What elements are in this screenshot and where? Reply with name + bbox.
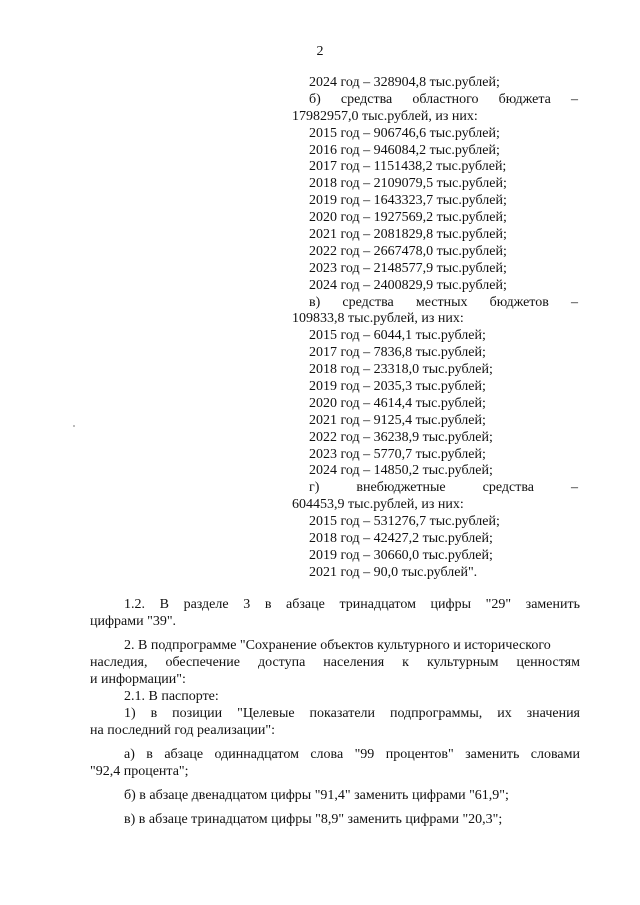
word: в	[146, 747, 153, 762]
budget-column	[292, 75, 578, 582]
word: наследия,	[90, 655, 148, 670]
year-line: 2020 год – 4614,4 тыс.рублей;	[309, 395, 486, 411]
word: "Целевые	[237, 706, 295, 721]
local-budget-total: 109833,8 тыс.рублей, из них:	[292, 311, 464, 327]
word: доступа	[257, 655, 306, 670]
year-line: 2024 год – 14850,2 тыс.рублей;	[309, 463, 493, 479]
word: –	[571, 480, 578, 496]
year-line: 2022 год – 36238,9 тыс.рублей;	[309, 429, 493, 445]
paragraph-1-2-line	[90, 596, 580, 613]
local-budget-heading	[292, 295, 578, 312]
word: показатели	[309, 706, 376, 721]
word: заменить	[525, 597, 580, 612]
year-line: 2024 год – 328904,8 тыс.рублей;	[309, 75, 500, 90]
year-line: 2015 год – 531276,7 тыс.рублей;	[309, 514, 500, 530]
item-c: в) в абзаце тринадцатом цифры "8,9" заменить цифрами "20,3";	[124, 812, 503, 827]
year-line: 2021 год – 2081829,8 тыс.рублей;	[309, 227, 507, 243]
word: обеспечение	[165, 655, 240, 670]
word: ценностям	[516, 655, 580, 670]
word: разделе	[183, 597, 229, 612]
word: в)	[309, 294, 321, 310]
main-text	[90, 596, 580, 828]
year-line: 2015 год – 6044,1 тыс.рублей;	[309, 328, 486, 344]
word: –	[570, 294, 578, 310]
word: абзаце	[164, 747, 204, 762]
word: "99	[354, 747, 375, 762]
word: позиции	[172, 706, 223, 721]
paragraph-2-cont: и информации":	[90, 672, 186, 687]
year-line: 2021 год – 9125,4 тыс.рублей;	[309, 412, 486, 428]
word: а)	[124, 747, 135, 762]
year-line: 2020 год – 1927569,2 тыс.рублей;	[309, 210, 507, 226]
item-a-cont: "92,4 процента";	[90, 764, 189, 779]
item-b: б) в абзаце двенадцатом цифры "91,4" заменить цифрами "61,9";	[124, 788, 509, 803]
word: средства	[482, 480, 534, 496]
word: в	[150, 706, 158, 721]
item-1-cont: на последний год реализации":	[90, 723, 276, 738]
year-line: 2017 год – 1151438,2 тыс.рублей;	[309, 159, 507, 175]
paragraph-2-line: 2. В подпрограмме "Сохранение объектов культурного и исторического	[124, 638, 551, 653]
word: 3	[243, 597, 251, 612]
year-line: 2023 год – 5770,7 тыс.рублей;	[309, 446, 486, 462]
word: слова	[310, 747, 344, 762]
regional-budget-heading	[292, 92, 578, 109]
word: бюджетов	[489, 294, 549, 310]
year-line: 2019 год – 30660,0 тыс.рублей;	[309, 547, 493, 563]
paragraph-2-line	[90, 654, 580, 671]
paragraph-2-1: 2.1. В паспорте:	[124, 689, 219, 704]
word: к	[402, 655, 409, 670]
year-line: 2024 год – 2400829,9 тыс.рублей;	[309, 277, 507, 293]
page-number: 2	[316, 44, 324, 59]
word: б)	[309, 91, 321, 107]
word: тринадцатом	[339, 597, 416, 612]
item-a-line	[90, 746, 580, 763]
word: 1.2.	[124, 597, 145, 612]
word: значения	[526, 706, 580, 721]
word: культурным	[426, 655, 499, 670]
regional-budget-total: 17982957,0 тыс.рублей, из них:	[292, 108, 478, 124]
extrabudget-heading	[292, 480, 578, 497]
year-line: 2019 год – 1643323,7 тыс.рублей;	[309, 193, 507, 209]
word: средства	[342, 294, 394, 310]
word: цифры	[430, 597, 472, 612]
word: средства	[340, 91, 393, 107]
word: В	[159, 597, 169, 612]
word: бюджета	[498, 91, 551, 107]
word: одиннадцатом	[214, 747, 299, 762]
word: областного	[412, 91, 479, 107]
year-line: 2018 год – 2109079,5 тыс.рублей;	[309, 176, 507, 192]
word: местных	[415, 294, 468, 310]
year-line: 2021 год – 90,0 тыс.рублей".	[309, 564, 478, 580]
word: г)	[309, 480, 320, 496]
word: подпрограммы,	[389, 706, 483, 721]
year-line: 2018 год – 42427,2 тыс.рублей;	[309, 531, 493, 547]
word: абзаце	[286, 597, 325, 612]
word: –	[570, 91, 578, 107]
word: "29"	[485, 597, 512, 612]
year-line: 2022 год – 2667478,0 тыс.рублей;	[309, 243, 507, 259]
year-line: 2019 год – 2035,3 тыс.рублей;	[309, 379, 486, 395]
item-1-line	[90, 705, 580, 722]
word: в	[264, 597, 272, 612]
word: процентов"	[385, 747, 454, 762]
paragraph-1-2-cont: цифрами "39".	[90, 614, 177, 629]
extrabudget-total: 604453,9 тыс.рублей, из них:	[292, 497, 464, 513]
word: их	[497, 706, 512, 721]
word: заменить	[465, 747, 520, 762]
year-line: 2023 год – 2148577,9 тыс.рублей;	[309, 260, 507, 276]
word: населения	[323, 655, 385, 670]
year-line: 2018 год – 23318,0 тыс.рублей;	[309, 362, 493, 378]
word: внебюджетные	[356, 480, 446, 496]
year-line: 2016 год – 946084,2 тыс.рублей;	[309, 142, 500, 158]
year-line: 2017 год – 7836,8 тыс.рублей;	[309, 345, 486, 361]
word: 1)	[124, 706, 136, 721]
scan-speck	[73, 425, 75, 427]
word: словами	[530, 747, 580, 762]
year-line: 2015 год – 906746,6 тыс.рублей;	[309, 125, 500, 141]
